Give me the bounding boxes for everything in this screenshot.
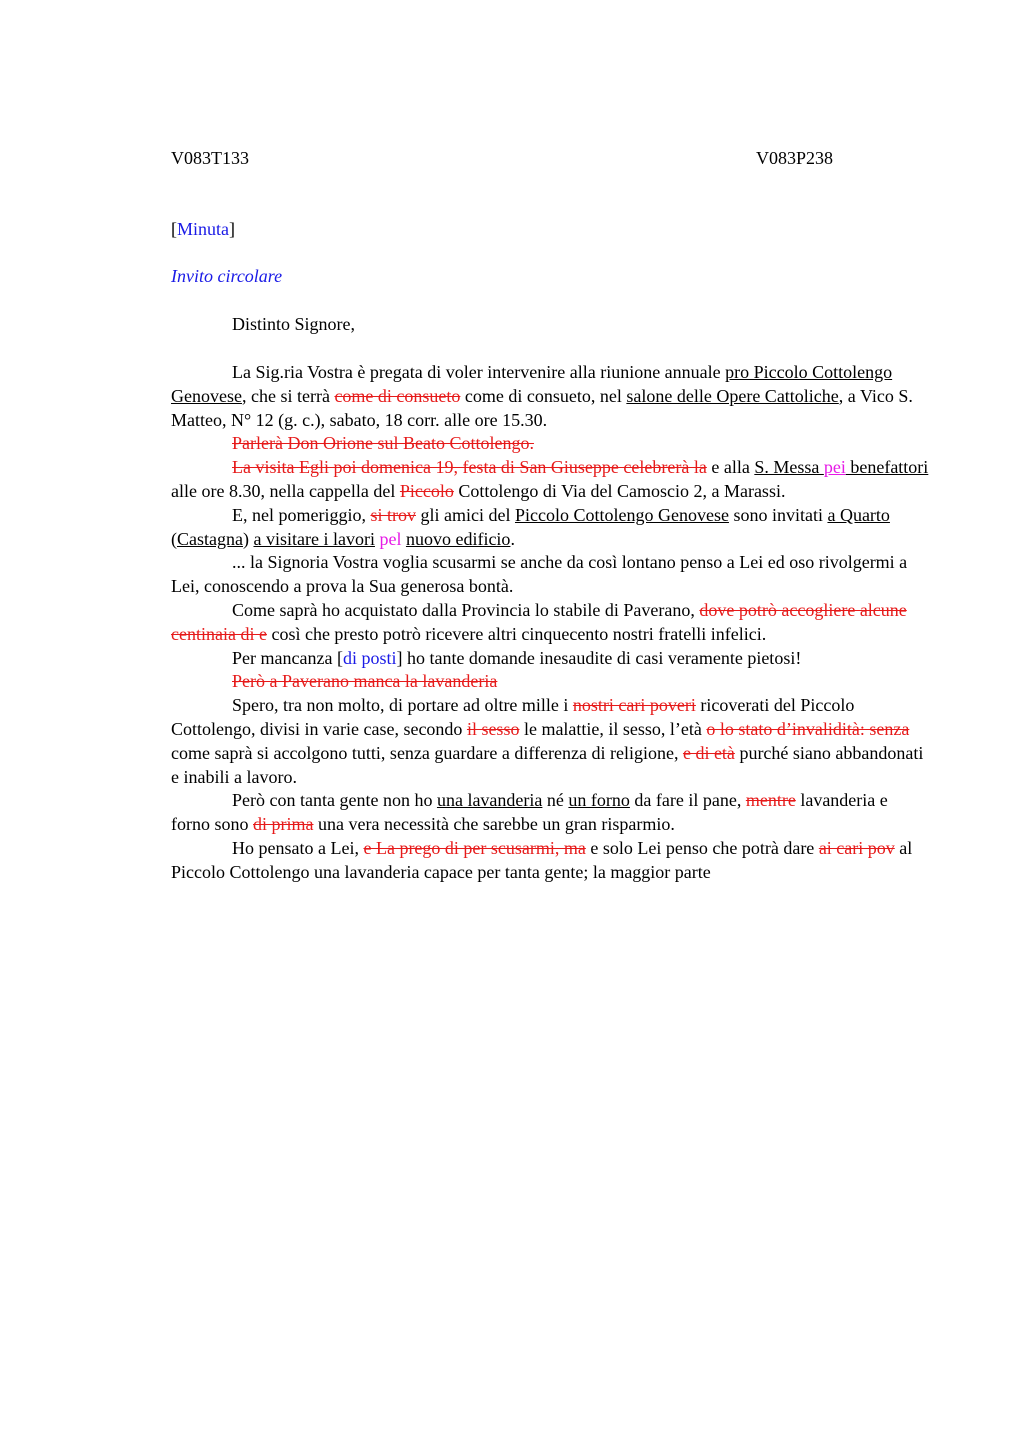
underlined-run: salone delle Opere Cattoliche bbox=[626, 385, 839, 406]
minuta-text: Minuta bbox=[177, 219, 229, 239]
text-run: ( bbox=[171, 528, 177, 549]
underlined-run: a visitare i lavori bbox=[253, 528, 375, 549]
deleted-run: ai cari pov bbox=[818, 837, 895, 858]
editorial-insert: di posti bbox=[342, 647, 397, 668]
deleted-run: di prima bbox=[253, 814, 314, 835]
text-run: ricoverati del Piccolo Cottolengo, divisi in varie case, secondo bbox=[171, 695, 855, 739]
deleted-run: Parlerà Don Orione sul Beato Cottolengo. bbox=[232, 433, 534, 454]
underlined-run: una lavanderia bbox=[436, 790, 543, 811]
inserted-run: pei bbox=[823, 457, 846, 478]
text-run: , che si terrà bbox=[241, 385, 335, 406]
text-run: né bbox=[542, 790, 569, 811]
document-code-left: V083T133 bbox=[171, 148, 249, 168]
letter-body bbox=[171, 361, 931, 885]
text-run: Come saprà ho acquistato dalla Provincia lo stabile di Paverano, bbox=[232, 599, 700, 620]
text-run: da fare il pane, bbox=[629, 790, 746, 811]
document-subtitle: Invito circolare bbox=[171, 266, 283, 286]
paragraph-8 bbox=[171, 670, 931, 694]
underlined-run: benefattori bbox=[845, 457, 929, 478]
deleted-run: nostri cari poveri bbox=[572, 695, 696, 716]
minuta-label bbox=[171, 219, 235, 240]
text-run: . bbox=[510, 528, 515, 549]
bracket-open: [ bbox=[171, 219, 177, 239]
paragraph-11 bbox=[171, 837, 931, 885]
text-run: e solo Lei penso che potrà dare bbox=[585, 837, 819, 858]
text-run: ... la Signoria Vostra voglia scusarmi se anche da così lontano penso a Lei ed oso rivolgermi a Lei, conoscendo a prova la Sua generosa bontà. bbox=[171, 552, 908, 597]
underlined-run: pro Piccolo Cottolengo Genovese bbox=[171, 362, 893, 406]
bracket-close: ] bbox=[229, 219, 235, 239]
paragraph-7 bbox=[171, 647, 931, 671]
text-run: e alla bbox=[706, 457, 755, 478]
text-run: E, nel pomeriggio, bbox=[232, 504, 371, 525]
text-run: come di consueto, nel bbox=[460, 385, 627, 406]
underlined-run: nuovo edificio bbox=[405, 528, 511, 549]
paragraph-4 bbox=[171, 504, 931, 552]
deleted-run: o lo stato d’invalidità: senza bbox=[706, 718, 910, 739]
paragraph-9 bbox=[171, 694, 931, 789]
deleted-run: La visita Egli poi domenica 19, festa di San Giuseppe celebrerà la bbox=[232, 457, 707, 478]
text-run: , a Vico S. Matteo, N° 12 (g. c.), sabato, 18 corr. alle ore 15.30. bbox=[171, 385, 913, 430]
deleted-run: il sesso bbox=[466, 718, 520, 739]
text-run: le malattie, il sesso, l’età bbox=[519, 718, 707, 739]
text-run: al Piccolo Cottolengo una lavanderia capace per tanta gente; la maggior parte bbox=[171, 837, 913, 882]
text-run: Spero, tra non molto, di portare ad oltre mille i bbox=[232, 695, 573, 716]
text-run: Ho pensato a Lei, bbox=[232, 837, 364, 858]
deleted-run: come di consueto bbox=[334, 385, 461, 406]
text-run: ) bbox=[242, 528, 254, 549]
document-code-right: V083P238 bbox=[756, 148, 834, 168]
paragraph-1 bbox=[171, 361, 931, 432]
paragraph-3 bbox=[171, 456, 931, 504]
text-run: sono invitati bbox=[728, 504, 828, 525]
underlined-run: Piccolo Cottolengo Genovese bbox=[514, 504, 729, 525]
text-run: alle ore 8.30, nella cappella del bbox=[171, 480, 400, 501]
paragraph-2 bbox=[171, 432, 931, 456]
deleted-run: Piccolo bbox=[399, 480, 454, 501]
paragraph-10 bbox=[171, 789, 931, 837]
inserted-run: pel bbox=[379, 528, 402, 549]
text-run: Cottolengo di Via del Camoscio 2, a Marassi. bbox=[453, 480, 786, 501]
greeting: Distinto Signore, bbox=[232, 314, 356, 334]
underlined-run: un forno bbox=[568, 790, 630, 811]
text-run: così che presto potrò ricevere altri cinquecento nostri fratelli infelici. bbox=[266, 623, 767, 644]
text-run: una vera necessità che sarebbe un gran risparmio. bbox=[313, 814, 675, 835]
text-run: gli amici del bbox=[416, 504, 515, 525]
text-run: lavanderia e forno sono bbox=[171, 790, 888, 835]
text-run: come saprà si accolgono tutti, senza guardare a differenza di religione, bbox=[171, 742, 683, 763]
paragraph-6 bbox=[171, 599, 931, 647]
text-run: ] ho tante domande inesaudite di casi veramente pietosi! bbox=[396, 647, 802, 668]
deleted-run: si trov bbox=[370, 504, 416, 525]
underlined-run: a Quarto bbox=[827, 504, 890, 525]
deleted-run: e di età bbox=[682, 742, 735, 763]
text-run: Però con tanta gente non ho bbox=[232, 790, 437, 811]
text-run: purché siano abbandonati e inabili a lavoro. bbox=[171, 742, 924, 787]
text-run: Per mancanza [ bbox=[232, 647, 343, 668]
underlined-run: Castagna bbox=[177, 528, 243, 549]
deleted-run: e La prego di per scusarmi, ma bbox=[363, 837, 586, 858]
text-run: La Sig.ria Vostra è pregata di voler intervenire alla riunione annuale bbox=[232, 362, 726, 382]
paragraph-5 bbox=[171, 551, 931, 599]
deleted-run: dove potrò accogliere alcune centinaia di e bbox=[171, 599, 907, 644]
underlined-run: S. Messa bbox=[754, 457, 824, 478]
deleted-run: Però a Paverano manca la lavanderia bbox=[232, 671, 498, 692]
deleted-run: mentre bbox=[745, 790, 796, 811]
